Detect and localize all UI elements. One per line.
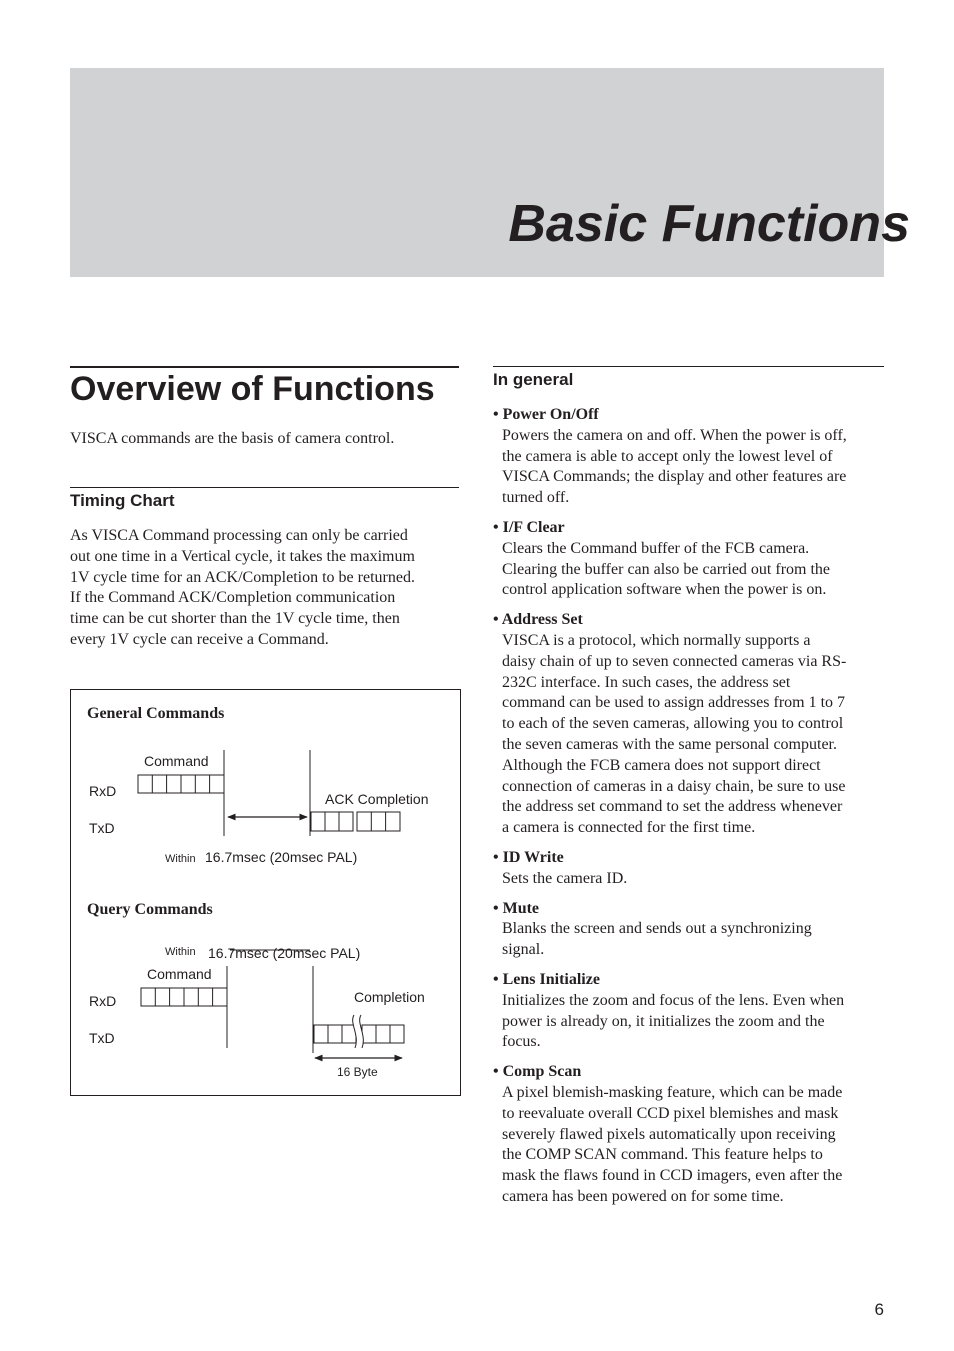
general-rxd-label: RxD — [89, 783, 117, 799]
description-line: control application software when the power is on. — [502, 581, 827, 599]
general-command-label: Command — [144, 753, 209, 769]
function-title: • ID Write — [493, 848, 564, 866]
function-title: • I/F Clear — [493, 518, 565, 536]
query-txd-label: TxD — [89, 1030, 115, 1046]
description-line: Clearing the buffer can also be carried out from the — [502, 560, 831, 578]
description-line: signal. — [502, 941, 545, 959]
description-line: command can be used to assign addresses from 1 to 7 — [502, 694, 846, 712]
function-description — [502, 539, 885, 601]
description-line: the seven cameras with the same personal computer. — [502, 735, 837, 753]
section-rule — [70, 366, 459, 368]
query-within-small: Within — [165, 946, 196, 958]
description-line: the COMP SCAN command. This feature helps to — [502, 1146, 823, 1164]
general-command-bytes — [138, 775, 224, 793]
general-commands-heading: General Commands — [87, 705, 225, 722]
description-line: Sets the camera ID. — [502, 869, 628, 887]
function-description — [502, 919, 885, 961]
page-number: 6 — [874, 1300, 884, 1319]
function-item-lens-initialize — [493, 970, 885, 1053]
description-line: Powers the camera on and off. When the power is off, — [502, 426, 847, 444]
description-line: to each of the seven cameras, allowing you to control — [502, 715, 844, 733]
paragraph-line: If the Command ACK/Completion communication — [70, 589, 396, 607]
function-description — [502, 426, 885, 509]
description-line: the address set command to set the address whenever — [502, 798, 843, 816]
description-line: connection of cameras in a daisy chain, be sure to use — [502, 777, 846, 795]
function-title: • Comp Scan — [493, 1063, 582, 1081]
paragraph-line: time can be cut shorter than the 1V cycle time, then — [70, 610, 400, 628]
function-description — [502, 991, 885, 1053]
description-line: to reevaluate overall CCD pixel blemishes and mask — [502, 1104, 839, 1122]
timing-chart-paragraph — [70, 526, 459, 651]
description-line: power is already on, it initializes the zoom and the — [502, 1012, 825, 1030]
function-title: • Address Set — [493, 611, 583, 629]
description-line: focus. — [502, 1033, 541, 1051]
function-item-address-set — [493, 610, 885, 839]
completion-label: Completion — [354, 989, 425, 1005]
paragraph-line: out one time in a Vertical cycle, it takes the maximum — [70, 547, 415, 565]
timing-diagram-svg — [71, 690, 460, 1095]
query-rxd-label: RxD — [89, 993, 117, 1009]
description-line: VISCA Commands; the display and other features are — [502, 468, 847, 486]
ack-bytes — [311, 812, 400, 831]
timing-diagram — [70, 689, 461, 1096]
in-general-heading: In general — [493, 370, 574, 389]
function-title: • Mute — [493, 899, 540, 917]
query-within-value: 16.7msec (20msec PAL) — [208, 945, 361, 961]
description-line: turned off. — [502, 489, 570, 507]
function-item-power — [493, 405, 885, 509]
description-line: a camera is connected for the first time. — [502, 819, 756, 837]
function-description — [502, 869, 885, 890]
function-item-id-write — [493, 848, 885, 890]
intro-text: VISCA commands are the basis of camera control. — [70, 430, 395, 447]
function-list — [493, 405, 885, 1217]
paragraph-line: every 1V cycle can receive a Command. — [70, 630, 329, 648]
function-item-comp-scan — [493, 1062, 885, 1208]
description-line: Although the FCB camera does not support direct — [502, 756, 821, 774]
description-line: Initializes the zoom and focus of the lens. Even when — [502, 991, 845, 1009]
function-item-mute — [493, 899, 885, 961]
paragraph-line: As VISCA Command processing can only be carried — [70, 527, 408, 544]
general-within-small: Within — [165, 853, 196, 865]
function-item-if-clear — [493, 518, 885, 601]
function-title: • Power On/Off — [493, 406, 599, 423]
chapter-title: Basic Functions — [508, 195, 910, 253]
description-line: Blanks the screen and sends out a synchronizing — [502, 920, 812, 938]
description-line: Clears the Command buffer of the FCB camera. — [502, 539, 810, 557]
description-line: A pixel blemish-masking feature, which can be made — [502, 1083, 843, 1101]
general-within-value: 16.7msec (20msec PAL) — [205, 849, 358, 865]
query-command-bytes — [141, 988, 227, 1006]
query-command-label: Command — [147, 966, 212, 982]
description-line: daisy chain of up to seven connected cameras via RS- — [502, 652, 847, 670]
description-line: VISCA is a protocol, which normally supports a — [502, 631, 811, 649]
in-general-rule — [493, 366, 884, 367]
description-line: severely flawed pixels automatically upon receiving — [502, 1125, 836, 1143]
general-txd-label: TxD — [89, 820, 115, 836]
query-commands-heading: Query Commands — [87, 901, 213, 918]
function-title: • Lens Initialize — [493, 970, 600, 988]
description-line: camera has been powered on for some time. — [502, 1187, 784, 1205]
section-title: Overview of Functions — [70, 370, 435, 408]
subsection-rule — [70, 487, 459, 488]
function-description — [502, 631, 885, 839]
paragraph-line: 1V cycle time for an ACK/Completion to be returned. — [70, 568, 415, 586]
timing-chart-heading: Timing Chart — [70, 491, 175, 510]
description-line: mask the flaws found in CCD imagers, even after the — [502, 1167, 843, 1185]
function-description — [502, 1083, 885, 1208]
byte-length-label: 16 Byte — [337, 1065, 378, 1079]
ack-completion-label: ACK Completion — [325, 791, 429, 807]
description-line: the camera is able to accept only the lowest level of — [502, 447, 833, 465]
description-line: 232C interface. In such cases, the address set — [502, 673, 791, 691]
